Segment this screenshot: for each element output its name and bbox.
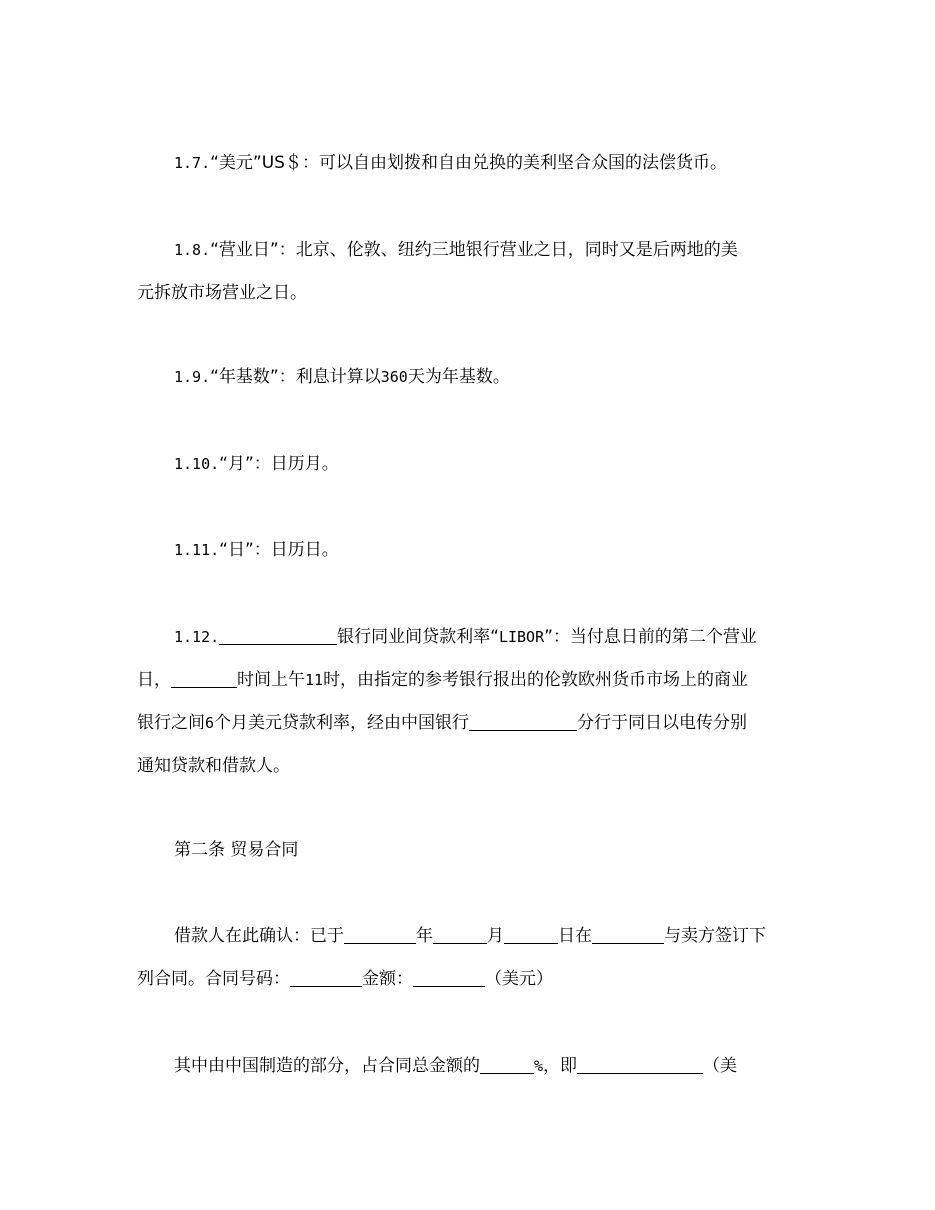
clause-1-12-line-4 xyxy=(137,745,802,788)
clause-number: 1.11. xyxy=(174,541,220,559)
fill-in-blank-month[interactable] xyxy=(433,926,487,944)
clause-text: “年基数”：利息计算以 xyxy=(210,367,381,387)
fill-in-blank-amount[interactable] xyxy=(413,969,485,987)
clause-text: 银行之间 xyxy=(137,713,205,733)
clause-text: “月”：日历月。 xyxy=(219,454,339,474)
clause-text: 日在 xyxy=(558,926,592,946)
clause-text: ”：当付息日前的第二个营业 xyxy=(544,627,757,647)
fill-in-blank[interactable] xyxy=(469,713,577,731)
clause-text: 元拆放市场营业之日。 xyxy=(137,283,307,303)
clause-number: 1.12. xyxy=(174,628,220,646)
clause-text: 借款人在此确认：已于 xyxy=(174,926,344,946)
clause-1-12-line-2 xyxy=(137,659,802,702)
article-2-heading xyxy=(137,829,802,872)
clause-text: 银行同业间贷款利率“ xyxy=(337,627,499,647)
confirmation-line-2 xyxy=(137,958,802,1001)
clause-1-8-line-2 xyxy=(137,272,802,315)
fill-in-blank[interactable] xyxy=(171,670,237,688)
clause-text: 通知贷款和借款人。 xyxy=(137,756,290,776)
article-2-confirmation xyxy=(137,915,802,1001)
clause-number: 1.9. xyxy=(174,368,211,386)
clause-1-12 xyxy=(137,616,802,788)
clause-text: “营业日”：北京、伦敦、纽约三地银行营业之日，同时又是后两地的美 xyxy=(210,240,738,260)
clause-1-8-line-1 xyxy=(137,229,802,272)
clause-1-12-line-3 xyxy=(137,702,802,745)
clause-text: 列合同。合同号码： xyxy=(137,969,290,989)
fill-in-blank[interactable] xyxy=(219,627,337,645)
clause-number: 1.8. xyxy=(174,241,211,259)
clause-text: 金额： xyxy=(362,969,413,989)
clause-1-9 xyxy=(137,356,802,399)
clause-1-7-line xyxy=(137,142,802,185)
libor-label: LIBOR xyxy=(498,628,545,646)
clause-number-value: 360 xyxy=(380,368,408,386)
clause-number: 1.7. xyxy=(174,154,211,172)
clause-text: （美 xyxy=(703,1056,738,1076)
clause-text: 个月美元贷款利率，经由中国银行 xyxy=(214,713,470,733)
clause-text: （美元） xyxy=(485,969,553,989)
clause-1-10 xyxy=(137,443,802,486)
fill-in-blank-contract-number[interactable] xyxy=(290,969,362,987)
clause-text: ，即 xyxy=(543,1056,578,1076)
clause-text: 年 xyxy=(416,926,433,946)
china-portion-line xyxy=(137,1045,802,1088)
clause-text: 与卖方签订下 xyxy=(664,926,766,946)
clause-number: 1.10. xyxy=(174,455,220,473)
clause-text: “日”：日历日。 xyxy=(219,540,339,560)
clause-text: 时，由指定的参考银行报出的伦敦欧州货币市场上的商业 xyxy=(323,670,749,690)
clause-1-7 xyxy=(137,142,802,185)
article-heading: 第二条 贸易合同 xyxy=(174,840,299,860)
confirmation-line-1 xyxy=(137,915,802,958)
fill-in-blank-day[interactable] xyxy=(504,926,558,944)
clause-1-11 xyxy=(137,529,802,572)
clause-text: 日， xyxy=(137,670,171,690)
clause-1-12-line-1 xyxy=(137,616,802,659)
clause-1-8 xyxy=(137,229,802,315)
clause-text: 月 xyxy=(487,926,504,946)
fill-in-blank-percent[interactable] xyxy=(480,1056,534,1074)
fill-in-blank-place[interactable] xyxy=(592,926,664,944)
clause-text: 时间上午 xyxy=(237,670,305,690)
percent-sign: % xyxy=(534,1057,544,1075)
clause-text: 天为年基数。 xyxy=(407,367,510,387)
clause-1-10-line xyxy=(137,443,802,486)
clause-number-value: 6 xyxy=(205,714,215,732)
clause-text: 其中由中国制造的部分，占合同总金额的 xyxy=(174,1056,480,1076)
clause-text: “美元”US＄：可以自由划拨和自由兑换的美利坚合众国的法偿货币。 xyxy=(210,153,727,173)
fill-in-blank-amount[interactable] xyxy=(577,1056,703,1074)
clause-1-11-line xyxy=(137,529,802,572)
fill-in-blank-year[interactable] xyxy=(344,926,416,944)
clause-number-value: 11 xyxy=(305,671,324,689)
clause-1-9-line xyxy=(137,356,802,399)
article-2-china-portion xyxy=(137,1045,802,1088)
clause-text: 分行于同日以电传分别 xyxy=(577,713,748,733)
